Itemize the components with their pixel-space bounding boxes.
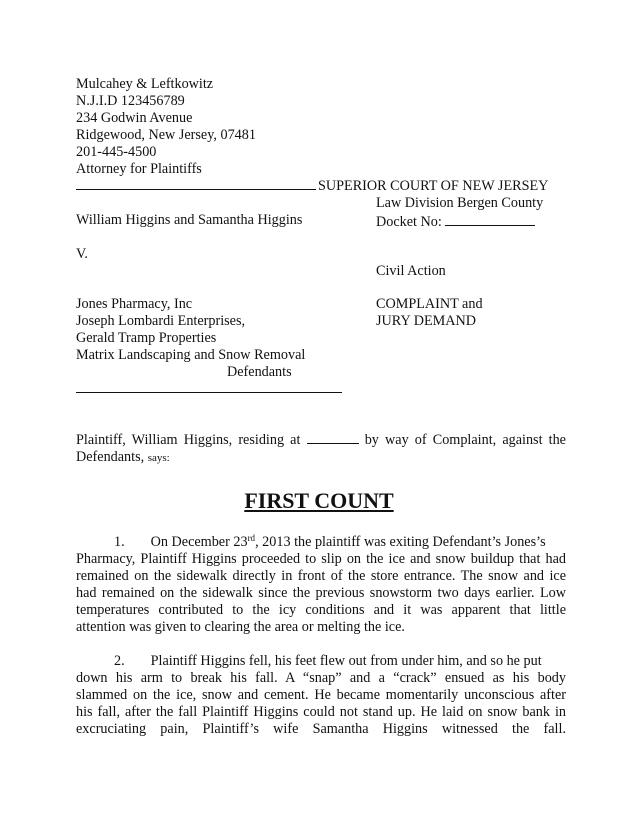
attorney-firm: Mulcahey & Leftkowitz: [76, 76, 214, 92]
p1-line-5: temperatures contributed to the icy conditions and it was apparent that little: [76, 602, 566, 619]
count-paragraph-1: [76, 534, 566, 637]
docket-blank: [445, 212, 535, 226]
p1-line-6: attention was given to clearing the area or melting the ice.: [76, 619, 405, 636]
p2-line-3: slammed on the ice, snow and cement. He became momentarily unconscious after: [76, 687, 566, 704]
p2-line-1: 2. Plaintiff Higgins fell, his feet flew out from under him, and so he put: [114, 653, 542, 669]
attorney-city: Ridgewood, New Jersey, 07481: [76, 127, 256, 143]
civil-action: Civil Action: [376, 263, 446, 279]
defendant-4: Matrix Landscaping and Snow Removal: [76, 347, 306, 363]
count-paragraph-2: [76, 653, 566, 738]
intro-line-2: Defendants, says:: [76, 449, 170, 466]
defendant-1: Jones Pharmacy, Inc: [76, 296, 193, 312]
attorney-phone: 201-445-4500: [76, 144, 157, 160]
p2-line-2: down his arm to break his fall. A “snap” and a “crack” ensued as his body: [76, 670, 566, 687]
section-heading: FIRST COUNT: [244, 488, 394, 513]
p2-line-5: excruciating pain, Plaintiff’s wife Samantha Higgins witnessed the fall.: [76, 721, 566, 738]
defendant-2: Joseph Lombardi Enterprises,: [76, 313, 246, 329]
attorney-street: 234 Godwin Avenue: [76, 110, 193, 126]
p1-line-1: 1. On December 23rd, 2013 the plaintiff was exiting Defendant’s Jones’s: [114, 533, 546, 550]
complaint-title-2: JURY DEMAND: [376, 313, 476, 329]
versus: V.: [76, 246, 88, 262]
court-name: SUPERIOR COURT OF NEW JERSEY: [318, 178, 549, 194]
defendants-label: Defendants: [227, 364, 292, 380]
intro-paragraph: [76, 430, 566, 467]
p2-line-4: his fall, after the fall Plaintiff Higgins could not stand up. He laid on snow bank in: [76, 704, 566, 721]
attorney-id: N.J.I.D 123456789: [76, 93, 185, 109]
complaint-title-1: COMPLAINT and: [376, 296, 483, 312]
p1-line-4: had remained on the sidewalk since the previous snowstorm two days earlier. Low: [76, 585, 566, 602]
attorney-role: Attorney for Plaintiffs: [76, 161, 202, 177]
caption-bottom-rule: [76, 392, 342, 393]
p1-line-2: Pharmacy, Plaintiff Higgins proceeded to slip on the ice and snow buildup that had: [76, 551, 566, 568]
docket-line: [376, 212, 535, 231]
court-division: Law Division Bergen County: [376, 195, 544, 211]
intro-line-1: Plaintiff, William Higgins, residing at by way of Complaint, against the: [76, 432, 566, 448]
p1-line-3: remained on the sidewalk directly in front of the store entrance. The snow and ice: [76, 568, 566, 585]
defendant-3: Gerald Tramp Properties: [76, 330, 217, 346]
residence-blank: [307, 430, 359, 444]
docket-label: Docket No:: [376, 214, 442, 230]
caption-top-rule: [76, 189, 316, 190]
plaintiffs: William Higgins and Samantha Higgins: [76, 212, 303, 228]
